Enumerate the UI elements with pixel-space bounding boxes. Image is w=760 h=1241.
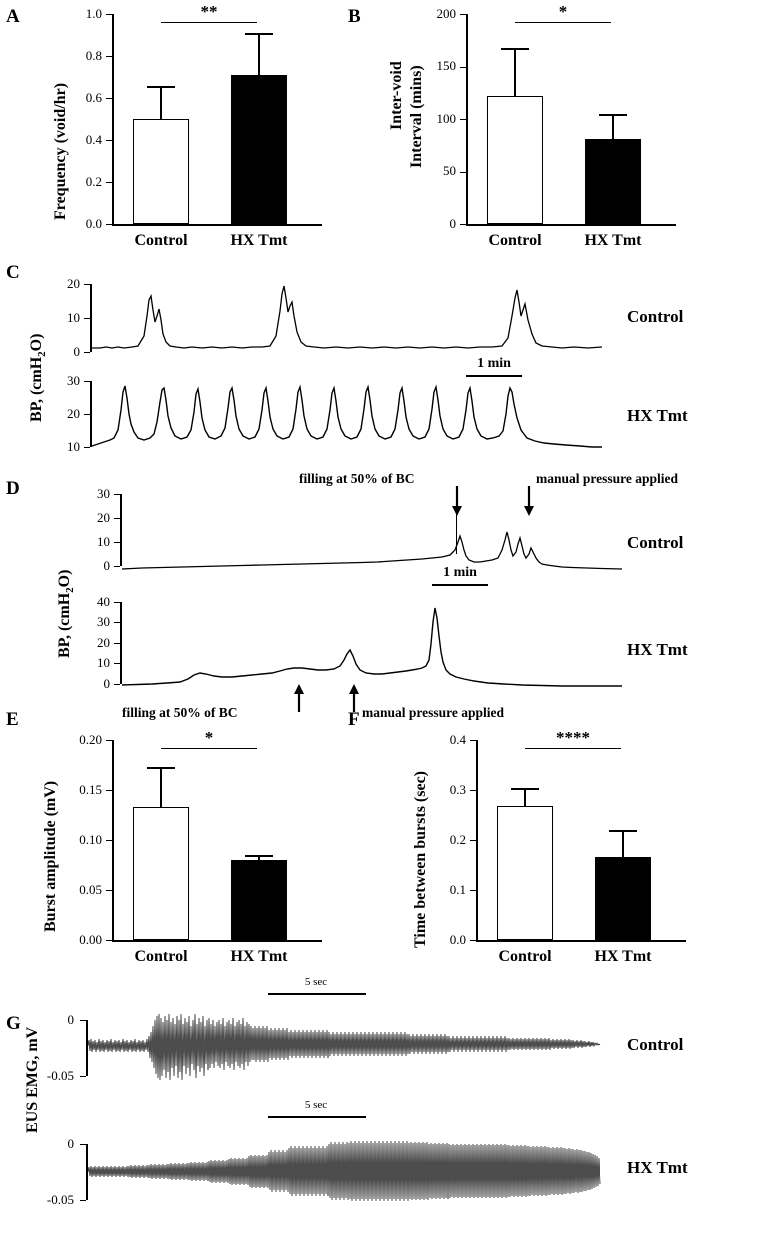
panel-a — [0, 0, 370, 260]
panel-a-ytick-label: 0.0 — [85, 216, 102, 231]
panel-c-tick — [84, 352, 90, 353]
panel-e-ytick-label: 0.10 — [79, 832, 102, 847]
panel-f-bar-hx — [595, 857, 651, 940]
panel-g-hx-scalebar — [268, 1116, 366, 1118]
panel-f-sig-stars: **** — [556, 728, 590, 747]
panel-c-ytick-label: 10 — [67, 310, 80, 325]
panel-d-control-filling-marker — [456, 510, 457, 554]
panel-label-b: B — [348, 6, 361, 27]
panel-b-tick — [460, 172, 466, 173]
panel-c-ytick-label: 30 — [67, 373, 80, 388]
panel-d-scalebar — [432, 584, 488, 586]
panel-b-sig-stars: * — [558, 2, 568, 21]
panel-g-hx-ytick-1: -0.05 — [46, 1192, 74, 1207]
panel-label-e: E — [6, 709, 19, 730]
panel-b-sig-line — [515, 22, 611, 23]
panel-a-ytick-label: 0.4 — [85, 132, 102, 147]
panel-d-ytick-label: 0 — [103, 558, 110, 573]
panel-d-hx-label: HX Tmt — [627, 640, 688, 659]
panel-a-error-hx-cap — [245, 33, 273, 35]
panel-b-tick — [460, 119, 466, 120]
panel-f-sig-line — [525, 748, 621, 749]
panel-a-tick — [106, 56, 112, 57]
panel-d-tick — [114, 622, 120, 623]
panel-d-control-filling-label: filling at 50% of BC — [299, 471, 415, 486]
panel-c-tick — [84, 381, 90, 382]
panel-d-control-manual-label: manual pressure applied — [536, 471, 679, 486]
panel-f-xtick-hx: HX Tmt — [594, 948, 652, 965]
panel-c-scalebar-label: 1 min — [477, 356, 511, 371]
panel-e-ytick-label: 0.05 — [79, 882, 102, 897]
panel-label-g: G — [6, 1013, 21, 1034]
panel-d — [0, 462, 760, 720]
panel-b-error-control — [514, 48, 516, 96]
panel-e — [0, 706, 370, 965]
panel-e-ytick-label: 0.20 — [79, 732, 102, 747]
panel-a-tick — [106, 140, 112, 141]
panel-g-control-scalebar-label: 5 sec — [304, 976, 328, 988]
panel-b-y-axis-label-line2: Interval (mins) — [408, 65, 425, 168]
panel-c-ytick-label: 20 — [67, 276, 80, 291]
panel-b-x-axis — [466, 224, 676, 226]
panel-f-tick — [470, 790, 476, 791]
panel-b-error-hx-cap — [599, 114, 627, 116]
panel-b-bar-control — [487, 96, 543, 224]
panel-d-control-label: Control — [627, 533, 684, 552]
panel-d-y-axis-label-sub: 2 — [64, 587, 77, 593]
panel-a-ytick-label: 0.6 — [85, 90, 102, 105]
panel-g-hx-scalebar-label: 5 sec — [304, 1099, 328, 1111]
panel-e-x-axis — [112, 940, 322, 942]
panel-d-control-trace — [122, 492, 622, 578]
panel-e-xtick-hx: HX Tmt — [230, 948, 288, 965]
panel-g-hx-emg-trace — [88, 1130, 600, 1214]
panel-d-tick — [114, 494, 120, 495]
panel-e-sig-stars: * — [204, 728, 214, 747]
panel-a-error-control — [160, 86, 162, 119]
panel-e-tick — [106, 790, 112, 791]
panel-b-tick — [460, 224, 466, 225]
panel-c-tick — [84, 447, 90, 448]
panel-b-error-hx — [612, 114, 614, 139]
panel-e-y-axis-label: Burst amplitude (mV) — [42, 780, 59, 932]
panel-f — [370, 706, 760, 965]
panel-a-xtick-hx: HX Tmt — [230, 232, 288, 249]
panel-f-x-axis — [476, 940, 686, 942]
panel-f-ytick-label: 0.0 — [449, 932, 466, 947]
panel-d-y-axis-label-text: BP, (cmH — [56, 592, 73, 658]
panel-b-tick — [460, 67, 466, 68]
panel-d-y-axis-label-end: O) — [56, 569, 73, 588]
panel-e-error-control — [160, 767, 162, 807]
panel-g-tick — [80, 1076, 86, 1077]
panel-g — [0, 968, 760, 1241]
panel-d-tick — [114, 566, 120, 567]
panel-g-control-label: Control — [627, 1035, 684, 1054]
panel-g-control-ytick-0: 0 — [67, 1012, 74, 1027]
panel-d-tick — [114, 518, 120, 519]
panel-a-error-hx — [258, 33, 260, 75]
panel-e-y-axis — [112, 740, 114, 940]
panel-c-tick — [84, 284, 90, 285]
panel-a-ytick-label: 0.8 — [85, 48, 102, 63]
panel-c-tick — [84, 318, 90, 319]
panel-a-tick — [106, 182, 112, 183]
panel-d-ytick-label: 10 — [97, 655, 110, 670]
panel-d-y-axis-label — [56, 570, 76, 658]
panel-a-bar-hx — [231, 75, 287, 224]
panel-b-ytick-label: 150 — [436, 58, 456, 73]
panel-c-y-axis-label-sub: 2 — [36, 351, 49, 357]
panel-a-sig-line — [161, 22, 257, 23]
panel-c-y-axis-label-text: BP, (cmH — [28, 356, 45, 422]
panel-b-bar-hx — [585, 139, 641, 224]
panel-f-tick — [470, 840, 476, 841]
panel-d-ytick-label: 20 — [97, 510, 110, 525]
panel-e-tick — [106, 740, 112, 741]
panel-e-bar-control — [133, 807, 189, 940]
panel-d-hx-trace — [122, 600, 622, 692]
panel-d-hx-filling-label: filling at 50% of BC — [122, 705, 238, 720]
panel-d-tick — [114, 542, 120, 543]
panel-f-ytick-label: 0.3 — [449, 782, 466, 797]
panel-f-y-axis — [476, 740, 478, 940]
panel-label-d: D — [6, 478, 20, 499]
panel-c-hx-trace — [92, 374, 602, 454]
panel-a-y-axis — [112, 14, 114, 224]
panel-g-control-scalebar — [268, 993, 366, 995]
panel-b-y-axis-label-line1: Inter-void — [388, 61, 405, 130]
panel-c-ytick-label: 20 — [67, 406, 80, 421]
panel-g-hx-label: HX Tmt — [627, 1158, 688, 1177]
panel-d-tick — [114, 663, 120, 664]
panel-label-a: A — [6, 6, 20, 27]
panel-e-ytick-label: 0.00 — [79, 932, 102, 947]
panel-a-tick — [106, 98, 112, 99]
panel-f-bar-control — [497, 806, 553, 940]
panel-b-xtick-hx: HX Tmt — [584, 232, 642, 249]
panel-b — [370, 0, 760, 260]
panel-e-sig-line — [161, 748, 257, 749]
panel-e-bar-hx — [231, 860, 287, 940]
panel-a-tick — [106, 14, 112, 15]
panel-a-error-control-cap — [147, 86, 175, 88]
panel-b-xtick-control: Control — [488, 232, 542, 249]
panel-e-error-control-cap — [147, 767, 175, 769]
panel-a-ytick-label: 1.0 — [85, 6, 102, 21]
panel-f-ytick-label: 0.1 — [449, 882, 466, 897]
panel-a-x-axis — [112, 224, 322, 226]
panel-b-ytick-label: 200 — [436, 6, 456, 21]
panel-label-f: F — [348, 709, 360, 730]
panel-d-ytick-label: 0 — [103, 676, 110, 691]
panel-c — [0, 262, 760, 462]
panel-c-ytick-label: 10 — [67, 439, 80, 454]
panel-b-y-axis — [466, 14, 468, 224]
panel-f-tick — [470, 890, 476, 891]
panel-b-ytick-label: 100 — [436, 111, 456, 126]
panel-f-ytick-label: 0.4 — [449, 732, 466, 747]
panel-e-tick — [106, 890, 112, 891]
panel-b-tick — [460, 14, 466, 15]
panel-e-ytick-label: 0.15 — [79, 782, 102, 797]
panel-f-error-hx-cap — [609, 830, 637, 832]
panel-g-control-ytick-1: -0.05 — [46, 1068, 74, 1083]
panel-b-error-control-cap — [501, 48, 529, 50]
panel-f-tick — [470, 740, 476, 741]
panel-f-error-control-cap — [511, 788, 539, 790]
panel-g-hx-ytick-0: 0 — [67, 1136, 74, 1151]
panel-g-tick — [80, 1200, 86, 1201]
panel-d-scalebar-label: 1 min — [443, 565, 477, 580]
panel-b-ytick-label: 0 — [449, 216, 456, 231]
panel-a-ytick-label: 0.2 — [85, 174, 102, 189]
panel-d-hx-manual-label: manual pressure applied — [362, 705, 505, 720]
panel-d-ytick-label: 30 — [97, 614, 110, 629]
panel-a-bar-control — [133, 119, 189, 224]
panel-d-tick — [114, 602, 120, 603]
panel-c-control-trace — [92, 276, 602, 360]
panel-d-tick — [114, 684, 120, 685]
panel-e-tick — [106, 940, 112, 941]
panel-a-y-axis-label: Frequency (void/hr) — [52, 82, 69, 220]
panel-c-y-axis-label — [28, 334, 48, 422]
panel-e-tick — [106, 840, 112, 841]
panel-g-y-axis-label: EUS EMG, mV — [24, 1026, 41, 1133]
panel-c-control-label: Control — [627, 307, 684, 326]
panel-d-ytick-label: 20 — [97, 635, 110, 650]
panel-e-xtick-control: Control — [134, 948, 188, 965]
panel-f-ytick-label: 0.2 — [449, 832, 466, 847]
panel-f-y-axis-label: Time between bursts (sec) — [412, 770, 429, 948]
panel-b-ytick-label: 50 — [443, 163, 456, 178]
panel-f-error-control — [524, 788, 526, 806]
panel-d-ytick-label: 40 — [97, 594, 110, 609]
panel-f-error-hx — [622, 830, 624, 857]
panel-d-tick — [114, 643, 120, 644]
panel-c-y-axis-label-end: O) — [28, 333, 45, 352]
panel-c-hx-label: HX Tmt — [627, 406, 688, 425]
panel-f-tick — [470, 940, 476, 941]
panel-a-tick — [106, 224, 112, 225]
panel-d-ytick-label: 30 — [97, 486, 110, 501]
panel-g-control-emg-trace — [88, 1006, 600, 1090]
panel-c-ytick-label: 0 — [73, 344, 80, 359]
panel-a-sig-stars: ** — [200, 2, 218, 21]
panel-f-xtick-control: Control — [498, 948, 552, 965]
panel-c-tick — [84, 414, 90, 415]
panel-e-error-hx-cap — [245, 855, 273, 857]
panel-a-xtick-control: Control — [134, 232, 188, 249]
panel-d-ytick-label: 10 — [97, 534, 110, 549]
panel-label-c: C — [6, 262, 20, 283]
